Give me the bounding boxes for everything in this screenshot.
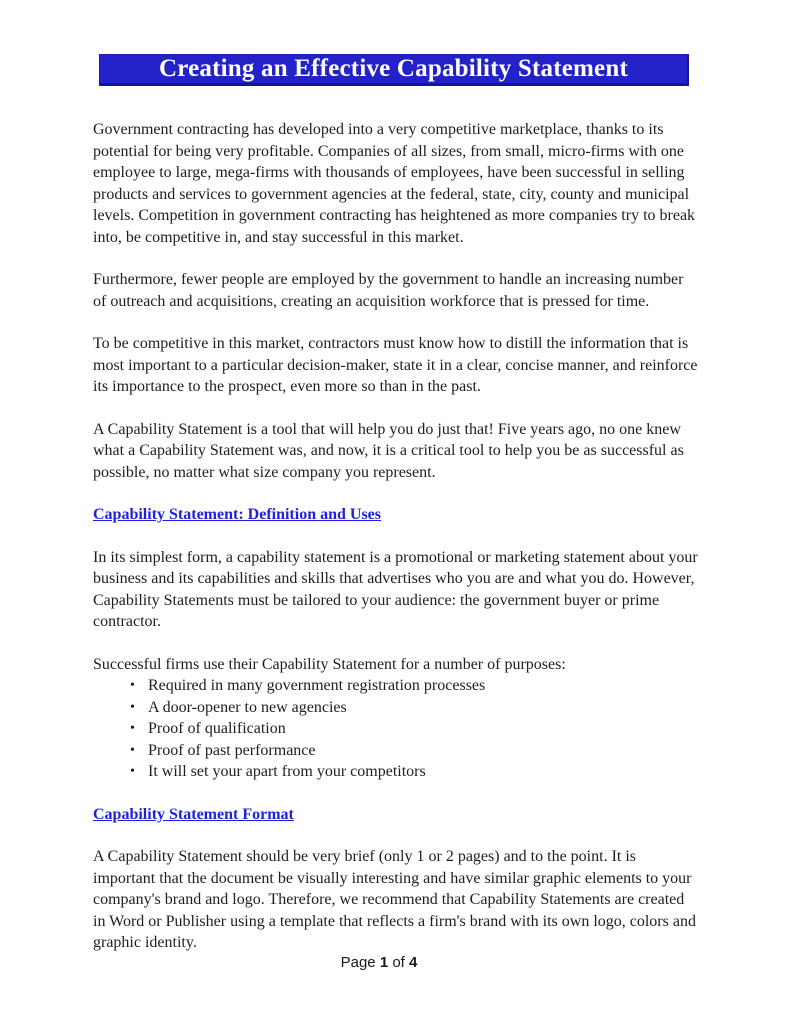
list-item-text: Required in many government registration processes [148, 677, 486, 694]
format-paragraph: A Capability Statement should be very brief (only 1 or 2 pages) and to the point. It is important that the document be visually interesting and have similar graphic elements to your company's brand and logo. Therefore, we recommend that Capability Statements are created in Word or Publisher using a template that reflects a firm's brand with its own logo, colors and graphic identity. [93, 848, 696, 951]
list-item [93, 697, 700, 719]
intro-paragraph-4: A Capability Statement is a tool that will help you do just that! Five years ago, no one knew what a Capability Statement was, and now, it is a critical tool to help you be as successful as possible, no matter what size company you represent. [93, 420, 684, 481]
heading-definition-and-uses[interactable]: Capability Statement: Definition and Uses [93, 506, 382, 523]
list-item-text: A door-opener to new agencies [148, 698, 347, 716]
bullet-icon: • [130, 699, 135, 715]
footer-page-number: 1 [379, 953, 389, 971]
heading-format[interactable]: Capability Statement Format [93, 805, 294, 823]
intro-paragraph-2: Furthermore, fewer people are employed by the government to handle an increasing number of outreach and acquisitions, creating an acquisition workforce that is pressed for time. [93, 271, 684, 310]
list-item-text: Proof of qualification [148, 720, 286, 737]
footer-page-label: Page [340, 953, 376, 971]
list-item [93, 740, 700, 762]
list-item [93, 718, 700, 740]
purposes-list-intro: Successful firms use their Capability Statement for a number of purposes: [93, 655, 566, 673]
list-item [93, 675, 700, 697]
bullet-icon: • [130, 764, 135, 779]
title-banner [99, 54, 689, 86]
bullet-icon: • [130, 721, 135, 736]
definition-paragraph: In its simplest form, a capability statement is a promotional or marketing statement about your business and its capabilities and skills that advertises who you are and what you do. However, Capability Statements must be tailored to your audience: the government buyer or prime contractor. [93, 548, 698, 630]
list-item-text: It will set your apart from your competitors [148, 763, 426, 780]
page-footer [58, 954, 700, 1029]
bullet-icon: • [130, 742, 135, 758]
intro-paragraph-3: To be competitive in this market, contractors must know how to distill the information that is most important to a particular decision-maker, state it in a clear, concise manner, and reinforce its importance to the prospect, even more so than in the past. [93, 335, 698, 395]
list-item-text: Proof of past performance [148, 741, 316, 759]
purposes-list [93, 675, 700, 783]
footer-total-pages: 4 [409, 953, 418, 971]
intro-paragraph-1: Government contracting has developed into a very competitive marketplace, thanks to its potential for being very profitable. Companies of all sizes, from small, micro-firms with one employee to large, mega-firms with thousands of employees, have been successful in selling products and services to government agencies at the federal, state, city, county and municipal levels. Competition in government contracting has heightened as more companies try to break into, be competitive in, and stay successful in this market. [93, 121, 696, 246]
footer-of-label: of [392, 953, 405, 971]
page-title: Creating an Effective Capability Statement [159, 55, 628, 82]
list-item [93, 761, 700, 783]
bullet-icon: • [130, 678, 135, 693]
